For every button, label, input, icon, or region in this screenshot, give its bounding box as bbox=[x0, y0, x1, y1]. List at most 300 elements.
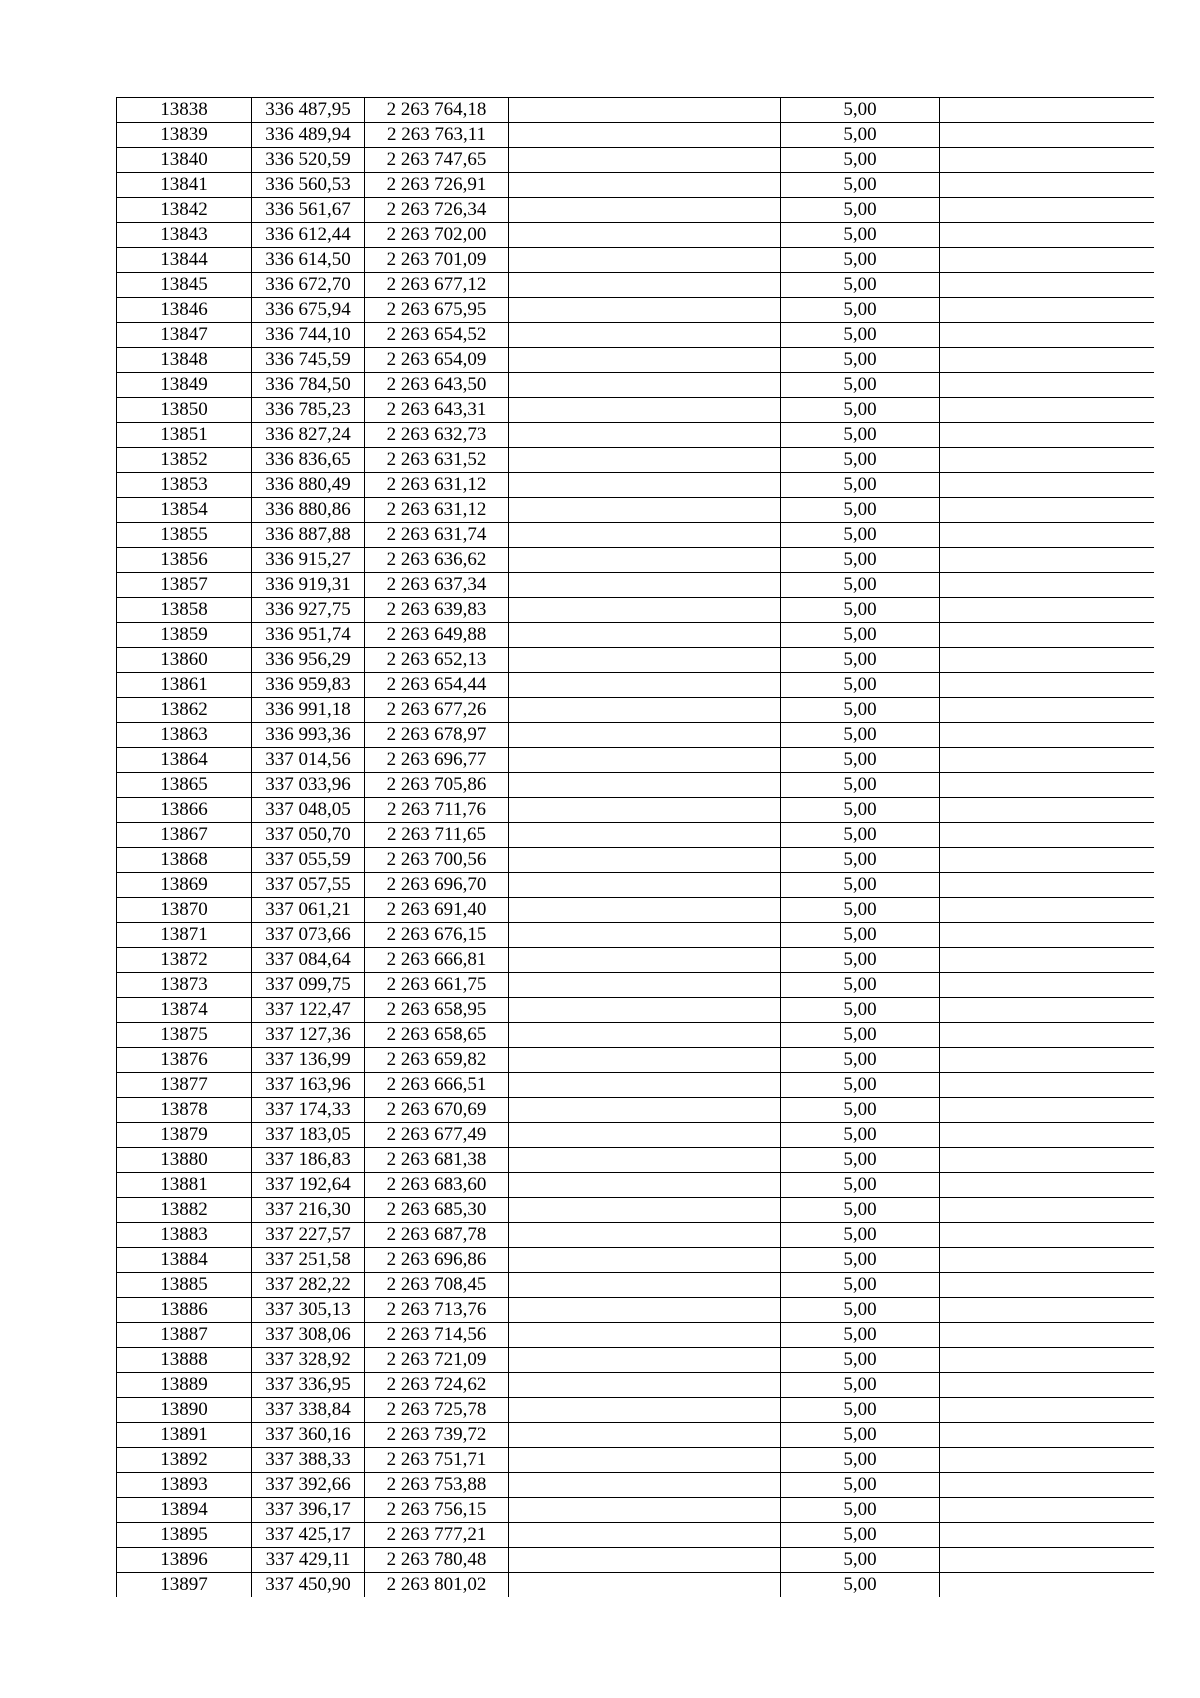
blank-cell bbox=[509, 223, 781, 248]
note-cell bbox=[940, 1498, 1154, 1523]
x-coordinate-cell: 337 084,64 bbox=[252, 948, 365, 973]
blank-cell bbox=[509, 923, 781, 948]
accuracy-cell: 5,00 bbox=[781, 523, 940, 548]
accuracy-cell: 5,00 bbox=[781, 173, 940, 198]
table-row bbox=[117, 1323, 1154, 1348]
table-row bbox=[117, 273, 1154, 298]
blank-cell bbox=[509, 623, 781, 648]
note-cell bbox=[940, 1048, 1154, 1073]
x-coordinate-cell: 336 487,95 bbox=[252, 98, 365, 123]
note-cell bbox=[940, 348, 1154, 373]
note-cell bbox=[940, 1123, 1154, 1148]
x-coordinate-cell: 337 183,05 bbox=[252, 1123, 365, 1148]
accuracy-cell: 5,00 bbox=[781, 673, 940, 698]
table-row bbox=[117, 1048, 1154, 1073]
note-cell bbox=[940, 123, 1154, 148]
point-number-cell: 13878 bbox=[117, 1098, 252, 1123]
table-row bbox=[117, 848, 1154, 873]
blank-cell bbox=[509, 123, 781, 148]
accuracy-cell: 5,00 bbox=[781, 123, 940, 148]
blank-cell bbox=[509, 948, 781, 973]
y-coordinate-cell: 2 263 631,12 bbox=[365, 473, 509, 498]
table-row bbox=[117, 348, 1154, 373]
y-coordinate-cell: 2 263 654,09 bbox=[365, 348, 509, 373]
note-cell bbox=[940, 698, 1154, 723]
note-cell bbox=[940, 1423, 1154, 1448]
note-cell bbox=[940, 723, 1154, 748]
point-number-cell: 13855 bbox=[117, 523, 252, 548]
blank-cell bbox=[509, 873, 781, 898]
note-cell bbox=[940, 1148, 1154, 1173]
x-coordinate-cell: 336 784,50 bbox=[252, 373, 365, 398]
accuracy-cell: 5,00 bbox=[781, 1548, 940, 1573]
blank-cell bbox=[509, 1573, 781, 1598]
x-coordinate-cell: 337 308,06 bbox=[252, 1323, 365, 1348]
x-coordinate-cell: 337 450,90 bbox=[252, 1573, 365, 1598]
point-number-cell: 13893 bbox=[117, 1473, 252, 1498]
accuracy-cell: 5,00 bbox=[781, 998, 940, 1023]
point-number-cell: 13851 bbox=[117, 423, 252, 448]
note-cell bbox=[940, 1098, 1154, 1123]
y-coordinate-cell: 2 263 780,48 bbox=[365, 1548, 509, 1573]
y-coordinate-cell: 2 263 637,34 bbox=[365, 573, 509, 598]
blank-cell bbox=[509, 1398, 781, 1423]
y-coordinate-cell: 2 263 702,00 bbox=[365, 223, 509, 248]
x-coordinate-cell: 336 672,70 bbox=[252, 273, 365, 298]
table-row bbox=[117, 573, 1154, 598]
point-number-cell: 13857 bbox=[117, 573, 252, 598]
point-number-cell: 13871 bbox=[117, 923, 252, 948]
table-row bbox=[117, 1498, 1154, 1523]
table-row bbox=[117, 398, 1154, 423]
blank-cell bbox=[509, 473, 781, 498]
y-coordinate-cell: 2 263 658,65 bbox=[365, 1023, 509, 1048]
blank-cell bbox=[509, 1073, 781, 1098]
y-coordinate-cell: 2 263 696,77 bbox=[365, 748, 509, 773]
blank-cell bbox=[509, 198, 781, 223]
accuracy-cell: 5,00 bbox=[781, 473, 940, 498]
point-number-cell: 13847 bbox=[117, 323, 252, 348]
point-number-cell: 13870 bbox=[117, 898, 252, 923]
x-coordinate-cell: 336 612,44 bbox=[252, 223, 365, 248]
note-cell bbox=[940, 223, 1154, 248]
accuracy-cell: 5,00 bbox=[781, 223, 940, 248]
x-coordinate-cell: 337 014,56 bbox=[252, 748, 365, 773]
table-row bbox=[117, 1273, 1154, 1298]
note-cell bbox=[940, 148, 1154, 173]
blank-cell bbox=[509, 348, 781, 373]
x-coordinate-cell: 336 927,75 bbox=[252, 598, 365, 623]
y-coordinate-cell: 2 263 705,86 bbox=[365, 773, 509, 798]
blank-cell bbox=[509, 498, 781, 523]
accuracy-cell: 5,00 bbox=[781, 773, 940, 798]
note-cell bbox=[940, 898, 1154, 923]
point-number-cell: 13880 bbox=[117, 1148, 252, 1173]
note-cell bbox=[940, 198, 1154, 223]
x-coordinate-cell: 336 744,10 bbox=[252, 323, 365, 348]
table-row bbox=[117, 523, 1154, 548]
note-cell bbox=[940, 248, 1154, 273]
note-cell bbox=[940, 273, 1154, 298]
x-coordinate-cell: 337 122,47 bbox=[252, 998, 365, 1023]
x-coordinate-cell: 336 827,24 bbox=[252, 423, 365, 448]
blank-cell bbox=[509, 398, 781, 423]
table-row bbox=[117, 1123, 1154, 1148]
table-row bbox=[117, 673, 1154, 698]
blank-cell bbox=[509, 823, 781, 848]
x-coordinate-cell: 337 061,21 bbox=[252, 898, 365, 923]
blank-cell bbox=[509, 448, 781, 473]
blank-cell bbox=[509, 298, 781, 323]
blank-cell bbox=[509, 648, 781, 673]
note-cell bbox=[940, 1398, 1154, 1423]
table-row bbox=[117, 98, 1154, 123]
accuracy-cell: 5,00 bbox=[781, 1298, 940, 1323]
y-coordinate-cell: 2 263 649,88 bbox=[365, 623, 509, 648]
point-number-cell: 13881 bbox=[117, 1173, 252, 1198]
y-coordinate-cell: 2 263 643,50 bbox=[365, 373, 509, 398]
accuracy-cell: 5,00 bbox=[781, 823, 940, 848]
blank-cell bbox=[509, 573, 781, 598]
table-row bbox=[117, 748, 1154, 773]
x-coordinate-cell: 337 282,22 bbox=[252, 1273, 365, 1298]
accuracy-cell: 5,00 bbox=[781, 1123, 940, 1148]
note-cell bbox=[940, 823, 1154, 848]
x-coordinate-cell: 337 392,66 bbox=[252, 1473, 365, 1498]
point-number-cell: 13891 bbox=[117, 1423, 252, 1448]
note-cell bbox=[940, 623, 1154, 648]
point-number-cell: 13872 bbox=[117, 948, 252, 973]
accuracy-cell: 5,00 bbox=[781, 848, 940, 873]
table-row bbox=[117, 948, 1154, 973]
note-cell bbox=[940, 798, 1154, 823]
point-number-cell: 13895 bbox=[117, 1523, 252, 1548]
blank-cell bbox=[509, 1123, 781, 1148]
point-number-cell: 13843 bbox=[117, 223, 252, 248]
x-coordinate-cell: 336 993,36 bbox=[252, 723, 365, 748]
blank-cell bbox=[509, 1273, 781, 1298]
point-number-cell: 13850 bbox=[117, 398, 252, 423]
table-row bbox=[117, 623, 1154, 648]
point-number-cell: 13894 bbox=[117, 1498, 252, 1523]
blank-cell bbox=[509, 1448, 781, 1473]
blank-cell bbox=[509, 1373, 781, 1398]
point-number-cell: 13868 bbox=[117, 848, 252, 873]
note-cell bbox=[940, 548, 1154, 573]
x-coordinate-cell: 337 425,17 bbox=[252, 1523, 365, 1548]
point-number-cell: 13841 bbox=[117, 173, 252, 198]
accuracy-cell: 5,00 bbox=[781, 1448, 940, 1473]
y-coordinate-cell: 2 263 725,78 bbox=[365, 1398, 509, 1423]
blank-cell bbox=[509, 1298, 781, 1323]
accuracy-cell: 5,00 bbox=[781, 373, 940, 398]
x-coordinate-cell: 336 915,27 bbox=[252, 548, 365, 573]
note-cell bbox=[940, 773, 1154, 798]
table-row bbox=[117, 773, 1154, 798]
point-number-cell: 13867 bbox=[117, 823, 252, 848]
y-coordinate-cell: 2 263 751,71 bbox=[365, 1448, 509, 1473]
y-coordinate-cell: 2 263 652,13 bbox=[365, 648, 509, 673]
accuracy-cell: 5,00 bbox=[781, 1223, 940, 1248]
table-row bbox=[117, 598, 1154, 623]
point-number-cell: 13860 bbox=[117, 648, 252, 673]
blank-cell bbox=[509, 148, 781, 173]
x-coordinate-cell: 337 186,83 bbox=[252, 1148, 365, 1173]
y-coordinate-cell: 2 263 726,34 bbox=[365, 198, 509, 223]
y-coordinate-cell: 2 263 681,38 bbox=[365, 1148, 509, 1173]
y-coordinate-cell: 2 263 739,72 bbox=[365, 1423, 509, 1448]
y-coordinate-cell: 2 263 801,02 bbox=[365, 1573, 509, 1598]
x-coordinate-cell: 336 614,50 bbox=[252, 248, 365, 273]
accuracy-cell: 5,00 bbox=[781, 573, 940, 598]
note-cell bbox=[940, 1473, 1154, 1498]
table-row bbox=[117, 1198, 1154, 1223]
accuracy-cell: 5,00 bbox=[781, 1248, 940, 1273]
accuracy-cell: 5,00 bbox=[781, 1173, 940, 1198]
x-coordinate-cell: 337 073,66 bbox=[252, 923, 365, 948]
accuracy-cell: 5,00 bbox=[781, 948, 940, 973]
x-coordinate-cell: 337 099,75 bbox=[252, 973, 365, 998]
blank-cell bbox=[509, 1473, 781, 1498]
table-row bbox=[117, 148, 1154, 173]
y-coordinate-cell: 2 263 721,09 bbox=[365, 1348, 509, 1373]
note-cell bbox=[940, 398, 1154, 423]
accuracy-cell: 5,00 bbox=[781, 873, 940, 898]
accuracy-cell: 5,00 bbox=[781, 898, 940, 923]
blank-cell bbox=[509, 748, 781, 773]
point-number-cell: 13865 bbox=[117, 773, 252, 798]
point-number-cell: 13856 bbox=[117, 548, 252, 573]
accuracy-cell: 5,00 bbox=[781, 1473, 940, 1498]
y-coordinate-cell: 2 263 685,30 bbox=[365, 1198, 509, 1223]
point-number-cell: 13877 bbox=[117, 1073, 252, 1098]
table-row bbox=[117, 323, 1154, 348]
point-number-cell: 13876 bbox=[117, 1048, 252, 1073]
y-coordinate-cell: 2 263 691,40 bbox=[365, 898, 509, 923]
x-coordinate-cell: 336 785,23 bbox=[252, 398, 365, 423]
y-coordinate-cell: 2 263 643,31 bbox=[365, 398, 509, 423]
y-coordinate-cell: 2 263 675,95 bbox=[365, 298, 509, 323]
note-cell bbox=[940, 523, 1154, 548]
x-coordinate-cell: 336 560,53 bbox=[252, 173, 365, 198]
table-row bbox=[117, 1573, 1154, 1598]
y-coordinate-cell: 2 263 714,56 bbox=[365, 1323, 509, 1348]
accuracy-cell: 5,00 bbox=[781, 748, 940, 773]
note-cell bbox=[940, 1023, 1154, 1048]
y-coordinate-cell: 2 263 764,18 bbox=[365, 98, 509, 123]
accuracy-cell: 5,00 bbox=[781, 1323, 940, 1348]
table-row bbox=[117, 1173, 1154, 1198]
table-row bbox=[117, 123, 1154, 148]
table-row bbox=[117, 923, 1154, 948]
point-number-cell: 13882 bbox=[117, 1198, 252, 1223]
y-coordinate-cell: 2 263 670,69 bbox=[365, 1098, 509, 1123]
blank-cell bbox=[509, 1548, 781, 1573]
table-row bbox=[117, 1548, 1154, 1573]
x-coordinate-cell: 336 991,18 bbox=[252, 698, 365, 723]
y-coordinate-cell: 2 263 700,56 bbox=[365, 848, 509, 873]
table-row bbox=[117, 1373, 1154, 1398]
x-coordinate-cell: 336 887,88 bbox=[252, 523, 365, 548]
accuracy-cell: 5,00 bbox=[781, 348, 940, 373]
blank-cell bbox=[509, 1423, 781, 1448]
x-coordinate-cell: 336 959,83 bbox=[252, 673, 365, 698]
point-number-cell: 13859 bbox=[117, 623, 252, 648]
x-coordinate-cell: 336 880,49 bbox=[252, 473, 365, 498]
table-row bbox=[117, 898, 1154, 923]
point-number-cell: 13874 bbox=[117, 998, 252, 1023]
table-row bbox=[117, 173, 1154, 198]
table-row bbox=[117, 223, 1154, 248]
point-number-cell: 13853 bbox=[117, 473, 252, 498]
accuracy-cell: 5,00 bbox=[781, 1523, 940, 1548]
point-number-cell: 13896 bbox=[117, 1548, 252, 1573]
table-row bbox=[117, 1298, 1154, 1323]
blank-cell bbox=[509, 798, 781, 823]
y-coordinate-cell: 2 263 636,62 bbox=[365, 548, 509, 573]
accuracy-cell: 5,00 bbox=[781, 1273, 940, 1298]
note-cell bbox=[940, 1548, 1154, 1573]
x-coordinate-cell: 337 305,13 bbox=[252, 1298, 365, 1323]
note-cell bbox=[940, 873, 1154, 898]
table-row bbox=[117, 373, 1154, 398]
x-coordinate-cell: 336 489,94 bbox=[252, 123, 365, 148]
table-row bbox=[117, 1473, 1154, 1498]
table-row bbox=[117, 1023, 1154, 1048]
y-coordinate-cell: 2 263 666,51 bbox=[365, 1073, 509, 1098]
accuracy-cell: 5,00 bbox=[781, 973, 940, 998]
y-coordinate-cell: 2 263 777,21 bbox=[365, 1523, 509, 1548]
accuracy-cell: 5,00 bbox=[781, 723, 940, 748]
note-cell bbox=[940, 1073, 1154, 1098]
table-row bbox=[117, 1148, 1154, 1173]
note-cell bbox=[940, 923, 1154, 948]
table-row bbox=[117, 1423, 1154, 1448]
point-number-cell: 13840 bbox=[117, 148, 252, 173]
point-number-cell: 13875 bbox=[117, 1023, 252, 1048]
note-cell bbox=[940, 573, 1154, 598]
y-coordinate-cell: 2 263 713,76 bbox=[365, 1298, 509, 1323]
blank-cell bbox=[509, 673, 781, 698]
accuracy-cell: 5,00 bbox=[781, 1498, 940, 1523]
accuracy-cell: 5,00 bbox=[781, 698, 940, 723]
table-row bbox=[117, 448, 1154, 473]
table-row bbox=[117, 423, 1154, 448]
x-coordinate-cell: 337 328,92 bbox=[252, 1348, 365, 1373]
y-coordinate-cell: 2 263 631,12 bbox=[365, 498, 509, 523]
blank-cell bbox=[509, 1498, 781, 1523]
point-number-cell: 13897 bbox=[117, 1573, 252, 1598]
accuracy-cell: 5,00 bbox=[781, 548, 940, 573]
note-cell bbox=[940, 748, 1154, 773]
note-cell bbox=[940, 648, 1154, 673]
x-coordinate-cell: 337 174,33 bbox=[252, 1098, 365, 1123]
x-coordinate-cell: 337 227,57 bbox=[252, 1223, 365, 1248]
table-row bbox=[117, 873, 1154, 898]
point-number-cell: 13848 bbox=[117, 348, 252, 373]
x-coordinate-cell: 336 956,29 bbox=[252, 648, 365, 673]
x-coordinate-cell: 337 338,84 bbox=[252, 1398, 365, 1423]
y-coordinate-cell: 2 263 753,88 bbox=[365, 1473, 509, 1498]
y-coordinate-cell: 2 263 677,26 bbox=[365, 698, 509, 723]
y-coordinate-cell: 2 263 654,44 bbox=[365, 673, 509, 698]
note-cell bbox=[940, 598, 1154, 623]
y-coordinate-cell: 2 263 747,65 bbox=[365, 148, 509, 173]
accuracy-cell: 5,00 bbox=[781, 1198, 940, 1223]
y-coordinate-cell: 2 263 756,15 bbox=[365, 1498, 509, 1523]
accuracy-cell: 5,00 bbox=[781, 1348, 940, 1373]
table-row bbox=[117, 248, 1154, 273]
blank-cell bbox=[509, 698, 781, 723]
x-coordinate-cell: 337 048,05 bbox=[252, 798, 365, 823]
y-coordinate-cell: 2 263 701,09 bbox=[365, 248, 509, 273]
blank-cell bbox=[509, 323, 781, 348]
y-coordinate-cell: 2 263 654,52 bbox=[365, 323, 509, 348]
y-coordinate-cell: 2 263 661,75 bbox=[365, 973, 509, 998]
accuracy-cell: 5,00 bbox=[781, 198, 940, 223]
table-row bbox=[117, 998, 1154, 1023]
blank-cell bbox=[509, 973, 781, 998]
table-row bbox=[117, 1348, 1154, 1373]
x-coordinate-cell: 337 050,70 bbox=[252, 823, 365, 848]
note-cell bbox=[940, 1173, 1154, 1198]
x-coordinate-cell: 337 336,95 bbox=[252, 1373, 365, 1398]
table-row bbox=[117, 1398, 1154, 1423]
note-cell bbox=[940, 448, 1154, 473]
table-row bbox=[117, 1248, 1154, 1273]
note-cell bbox=[940, 998, 1154, 1023]
accuracy-cell: 5,00 bbox=[781, 923, 940, 948]
blank-cell bbox=[509, 548, 781, 573]
table-row bbox=[117, 498, 1154, 523]
point-number-cell: 13839 bbox=[117, 123, 252, 148]
point-number-cell: 13886 bbox=[117, 1298, 252, 1323]
accuracy-cell: 5,00 bbox=[781, 498, 940, 523]
y-coordinate-cell: 2 263 711,65 bbox=[365, 823, 509, 848]
note-cell bbox=[940, 1223, 1154, 1248]
accuracy-cell: 5,00 bbox=[781, 273, 940, 298]
blank-cell bbox=[509, 523, 781, 548]
point-number-cell: 13887 bbox=[117, 1323, 252, 1348]
accuracy-cell: 5,00 bbox=[781, 1073, 940, 1098]
accuracy-cell: 5,00 bbox=[781, 623, 940, 648]
x-coordinate-cell: 336 880,86 bbox=[252, 498, 365, 523]
table-row bbox=[117, 723, 1154, 748]
note-cell bbox=[940, 973, 1154, 998]
point-number-cell: 13864 bbox=[117, 748, 252, 773]
y-coordinate-cell: 2 263 676,15 bbox=[365, 923, 509, 948]
accuracy-cell: 5,00 bbox=[781, 648, 940, 673]
y-coordinate-cell: 2 263 683,60 bbox=[365, 1173, 509, 1198]
x-coordinate-cell: 337 251,58 bbox=[252, 1248, 365, 1273]
blank-cell bbox=[509, 98, 781, 123]
note-cell bbox=[940, 1348, 1154, 1373]
x-coordinate-cell: 337 163,96 bbox=[252, 1073, 365, 1098]
table-row bbox=[117, 798, 1154, 823]
point-number-cell: 13852 bbox=[117, 448, 252, 473]
y-coordinate-cell: 2 263 631,52 bbox=[365, 448, 509, 473]
point-number-cell: 13885 bbox=[117, 1273, 252, 1298]
coordinates-table-body bbox=[117, 98, 1154, 1598]
accuracy-cell: 5,00 bbox=[781, 298, 940, 323]
table-row bbox=[117, 1523, 1154, 1548]
table-row bbox=[117, 298, 1154, 323]
blank-cell bbox=[509, 898, 781, 923]
accuracy-cell: 5,00 bbox=[781, 1398, 940, 1423]
table-row bbox=[117, 1073, 1154, 1098]
note-cell bbox=[940, 498, 1154, 523]
blank-cell bbox=[509, 1173, 781, 1198]
